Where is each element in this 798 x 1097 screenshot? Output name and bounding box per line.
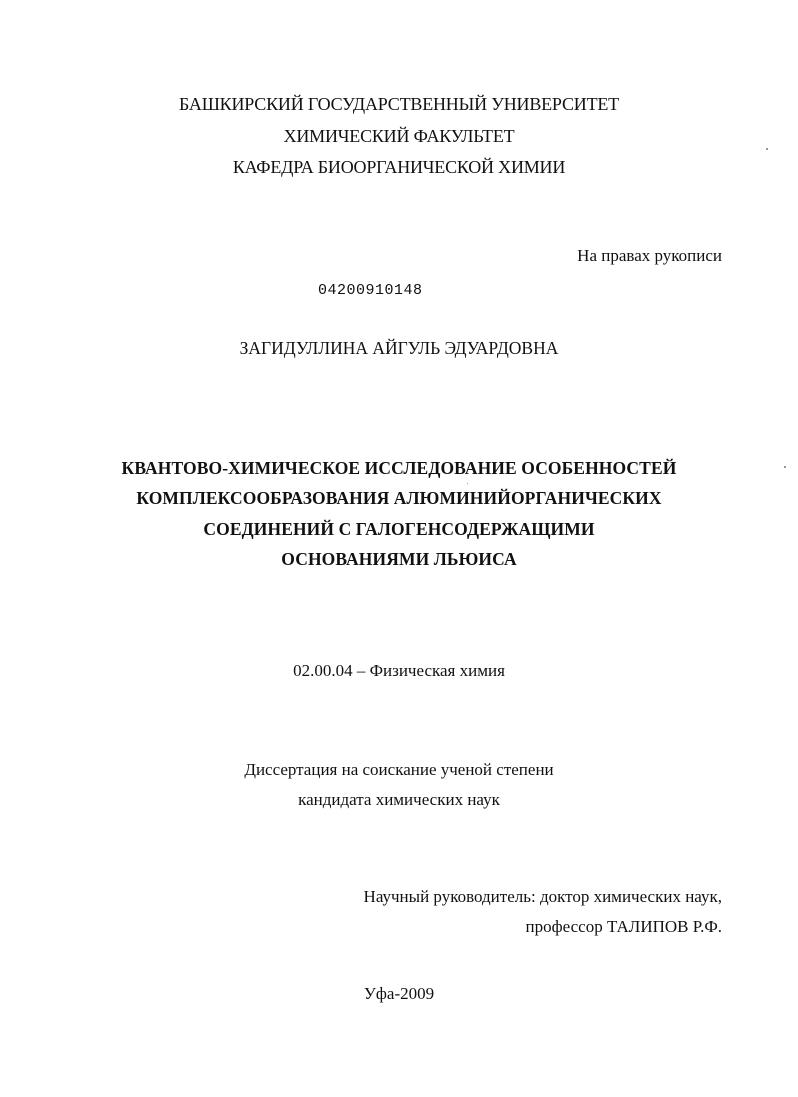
place-year: Уфа-2009	[363, 984, 435, 1003]
supervisor-name: профессор ТАЛИПОВ Р.Ф.	[525, 917, 722, 936]
scan-speck	[467, 483, 468, 484]
faculty-name: ХИМИЧЕСКИЙ ФАКУЛЬТЕТ	[283, 126, 515, 146]
specialty-code: 02.00.04 – Физическая химия	[293, 661, 505, 680]
scan-speck	[784, 466, 786, 468]
manuscript-note: На правах рукописи	[577, 246, 722, 265]
degree-line: кандидата химических наук	[298, 790, 500, 809]
author-name: ЗАГИДУЛЛИНА АЙГУЛЬ ЭДУАРДОВНА	[239, 338, 559, 358]
degree-line: Диссертация на соискание ученой степени	[244, 760, 554, 779]
scan-speck	[766, 148, 768, 150]
title-line: КВАНТОВО-ХИМИЧЕСКОЕ ИССЛЕДОВАНИЕ ОСОБЕННОСТЕЙ	[121, 458, 677, 478]
title-line: КОМПЛЕКСООБРАЗОВАНИЯ АЛЮМИНИЙОРГАНИЧЕСКИХ	[136, 488, 662, 508]
university-name: БАШКИРСКИЙ ГОСУДАРСТВЕННЫЙ УНИВЕРСИТЕТ	[179, 94, 619, 114]
supervisor-line: Научный руководитель: доктор химических наук,	[363, 887, 722, 906]
title-line: СОЕДИНЕНИЙ С ГАЛОГЕНСОДЕРЖАЩИМИ	[203, 519, 595, 539]
department-name: КАФЕДРА БИООРГАНИЧЕСКОЙ ХИМИИ	[232, 157, 566, 177]
title-line: ОСНОВАНИЯМИ ЛЬЮИСА	[281, 549, 517, 569]
registration-number: 04200910148	[318, 282, 423, 299]
